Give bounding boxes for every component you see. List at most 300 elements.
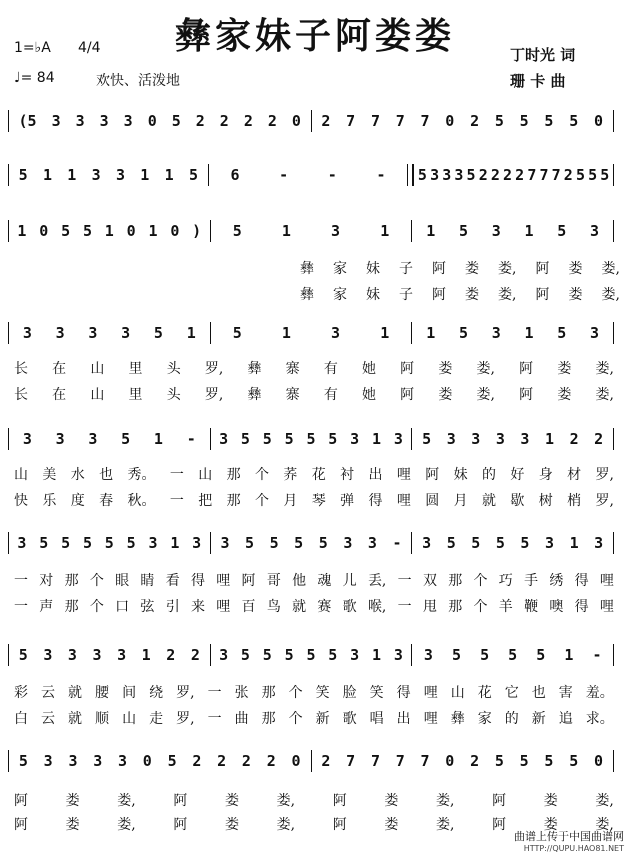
lyric-syllable: 双 <box>422 573 437 589</box>
lyric-row-5-verse-2 <box>14 490 614 510</box>
lyric-syllable: 娄 <box>65 817 80 833</box>
lyric-syllable: 娄, <box>476 361 495 377</box>
barline <box>613 750 614 772</box>
measure <box>312 750 614 772</box>
lyric-syllable: 阿 <box>535 261 550 277</box>
lyric-syllable: 娄, <box>498 261 517 277</box>
note: 5 <box>575 166 585 184</box>
note: ) <box>192 222 202 240</box>
lyric-syllable: 罗, <box>176 685 195 701</box>
lyric-syllable: 阿 <box>425 467 440 483</box>
note: 5 <box>232 324 242 342</box>
note: - <box>592 646 602 664</box>
note: 5 <box>39 534 49 552</box>
note: 5 <box>422 430 432 448</box>
lyric-syllable: 圆 <box>425 493 440 509</box>
lyric-syllable: 娄, <box>601 287 620 303</box>
note: 5 <box>18 646 28 664</box>
note: 3 <box>495 430 505 448</box>
lyric-syllable: 那 <box>226 493 241 509</box>
note: - <box>279 166 289 184</box>
lyric-syllable: 的 <box>482 467 496 483</box>
lyric-syllable: 看 <box>165 573 180 589</box>
lyric-syllable: 那 <box>64 599 79 615</box>
measure <box>312 110 614 132</box>
note: 7 <box>420 112 430 130</box>
note: 3 <box>491 324 501 342</box>
lyric-syllable: 阿 <box>14 817 28 833</box>
note: 1 <box>380 324 390 342</box>
lyric-syllable: 阿 <box>400 387 415 403</box>
lyric-syllable: 娄, <box>595 361 614 377</box>
lyric-syllable: 云 <box>41 711 56 727</box>
note: 7 <box>527 166 537 184</box>
lyric-syllable: 张 <box>234 685 249 701</box>
lyric-syllable: 寨 <box>285 387 300 403</box>
note: 7 <box>420 752 430 770</box>
lyric-syllable: 他 <box>292 573 307 589</box>
note: 3 <box>422 534 432 552</box>
lyric-syllable: 娄, <box>595 387 614 403</box>
note: 1 <box>141 646 151 664</box>
lyric-syllable: 彩 <box>14 685 28 701</box>
measure <box>9 644 210 666</box>
lyric-syllable: 一 <box>169 493 184 509</box>
note: - <box>327 166 337 184</box>
lyric-syllable: 百 <box>241 599 256 615</box>
note: 5 <box>328 430 338 448</box>
note: 1 <box>42 166 52 184</box>
lyric-syllable: 个 <box>255 467 269 483</box>
lyric-syllable: 秀。 <box>127 467 156 483</box>
measure <box>412 532 613 554</box>
lyric-syllable: 哩 <box>396 493 411 509</box>
lyric-syllable: 娄 <box>543 793 558 809</box>
barline <box>613 110 614 132</box>
note: 0 <box>445 112 455 130</box>
note: 0 <box>291 752 301 770</box>
note: 5 <box>508 646 518 664</box>
note: 1 <box>140 166 150 184</box>
note: 5 <box>569 752 579 770</box>
note: 1 <box>186 324 196 342</box>
lyric-syllable: 阿 <box>173 793 188 809</box>
note: 7 <box>370 752 380 770</box>
barline <box>613 644 614 666</box>
note: 6 <box>230 166 240 184</box>
lyric-syllable: 头 <box>166 387 181 403</box>
lyric-syllable: 脸 <box>342 685 357 701</box>
lyric-row-4-verse-1 <box>14 358 614 378</box>
lyricist-credit: 丁时光 词 <box>510 46 576 64</box>
lyric-syllable: 出 <box>396 711 411 727</box>
lyric-syllable: 喉, <box>367 599 387 615</box>
note: - <box>392 534 402 552</box>
note: 5 <box>536 646 546 664</box>
note: 5 <box>245 534 255 552</box>
lyric-row-4-verse-2 <box>14 384 614 404</box>
note: 3 <box>123 112 133 130</box>
barline <box>613 322 614 344</box>
note: 1 <box>371 646 382 664</box>
score-row-2 <box>8 164 614 186</box>
lyric-syllable: 那 <box>448 599 463 615</box>
lyric-syllable: 丢, <box>367 573 387 589</box>
measure <box>9 750 311 772</box>
lyric-syllable: 一 <box>14 599 28 615</box>
lyric-syllable: 哩 <box>423 711 438 727</box>
lyric-row-8-verse-1 <box>14 790 614 810</box>
lyric-syllable: 娄, <box>601 261 620 277</box>
measure <box>412 322 613 344</box>
measure <box>412 644 613 666</box>
note: 1 <box>524 222 534 240</box>
measure <box>9 428 210 450</box>
lyric-syllable: 阿 <box>400 361 415 377</box>
note: 5 <box>471 534 481 552</box>
note: 5 <box>557 222 567 240</box>
lyric-syllable: 一 <box>397 573 412 589</box>
note: 5 <box>569 112 579 130</box>
lyric-syllable: 家 <box>333 261 347 277</box>
note: 3 <box>590 222 600 240</box>
barline <box>613 532 614 554</box>
note: 5 <box>188 166 198 184</box>
note: 2 <box>266 752 276 770</box>
lyric-syllable: 阿 <box>173 817 188 833</box>
lyric-syllable: 花 <box>477 685 492 701</box>
key-signature: 1=♭A <box>14 40 51 56</box>
lyric-syllable: 个 <box>89 599 104 615</box>
lyric-syllable: 也 <box>99 467 114 483</box>
lyric-syllable: 娄 <box>465 261 479 277</box>
barline <box>613 164 614 186</box>
lyric-syllable: 春 <box>99 493 114 509</box>
measure <box>211 644 412 666</box>
measure <box>9 164 208 186</box>
lyric-syllable: 一 <box>207 685 222 701</box>
lyric-syllable: 她 <box>362 361 376 377</box>
note: 3 <box>343 534 353 552</box>
note: 2 <box>515 166 525 184</box>
note: 1 <box>17 222 27 240</box>
lyric-syllable: 得 <box>190 573 205 589</box>
note: 5 <box>126 534 136 552</box>
lyric-syllable: 新 <box>315 711 330 727</box>
lyric-syllable: 阿 <box>332 793 347 809</box>
lyric-syllable: 唱 <box>369 711 384 727</box>
note: 1 <box>164 166 174 184</box>
lyric-syllable: 顺 <box>95 711 110 727</box>
lyric-syllable: 娄, <box>276 793 296 809</box>
lyric-syllable: 娄, <box>498 287 517 303</box>
lyric-syllable: 彝 <box>247 387 262 403</box>
lyric-syllable: 材 <box>567 467 582 483</box>
lyric-syllable: 秋。 <box>127 493 156 509</box>
lyric-syllable: 也 <box>531 685 546 701</box>
note: 0 <box>147 112 157 130</box>
lyric-syllable: 梢 <box>567 493 582 509</box>
note: 5 <box>494 752 504 770</box>
note: 1 <box>67 166 77 184</box>
note: 1 <box>524 324 534 342</box>
lyric-syllable: 娄 <box>568 261 583 277</box>
barline <box>613 220 614 242</box>
note: 5 <box>417 166 427 184</box>
lyric-syllable: 求。 <box>585 711 614 727</box>
lyric-row-5-verse-1 <box>14 464 614 484</box>
note: 1 <box>545 430 555 448</box>
lyric-syllable: 阿 <box>432 261 446 277</box>
note: 5 <box>61 534 71 552</box>
lyric-syllable: 口 <box>115 599 130 615</box>
note: 5 <box>18 166 28 184</box>
measure <box>9 220 210 242</box>
note: 0 <box>39 222 49 240</box>
lyric-syllable: 娄 <box>65 793 80 809</box>
note: 2 <box>321 752 331 770</box>
note: 3 <box>88 324 98 342</box>
note: 2 <box>195 112 205 130</box>
note: 3 <box>55 430 65 448</box>
lyric-syllable: 她 <box>362 387 376 403</box>
note: 5 <box>121 430 131 448</box>
note: 3 <box>594 534 604 552</box>
note: 3 <box>93 752 103 770</box>
note: 5 <box>588 166 598 184</box>
note: 7 <box>370 112 380 130</box>
lyric-syllable: 得 <box>574 599 589 615</box>
note: 3 <box>121 324 131 342</box>
time-signature: 4/4 <box>78 40 101 56</box>
note: 2 <box>192 752 202 770</box>
measure <box>9 322 210 344</box>
barline <box>407 164 414 186</box>
note: 0 <box>593 112 603 130</box>
note: 2 <box>241 752 251 770</box>
lyric-syllable: 好 <box>510 467 525 483</box>
note: 5 <box>458 222 468 240</box>
lyric-syllable: 就 <box>68 685 83 701</box>
lyric-syllable: 那 <box>261 685 276 701</box>
note: 5 <box>232 222 242 240</box>
note: 3 <box>545 534 555 552</box>
lyric-syllable: 罗, <box>176 711 195 727</box>
lyric-syllable: 个 <box>288 685 303 701</box>
lyric-syllable: 娄 <box>384 817 399 833</box>
note: 5 <box>494 112 504 130</box>
lyric-syllable: 阿 <box>519 387 534 403</box>
note: 3 <box>117 646 127 664</box>
lyric-syllable: 衬 <box>340 467 355 483</box>
note: 1 <box>569 534 579 552</box>
note: 5 <box>328 646 338 664</box>
note: 5 <box>544 112 554 130</box>
lyric-syllable: 乐 <box>42 493 57 509</box>
barline <box>613 428 614 450</box>
lyric-syllable: 那 <box>64 573 79 589</box>
lyric-syllable: 赛 <box>317 599 332 615</box>
lyric-syllable: 笑 <box>369 685 384 701</box>
lyric-syllable: 阿 <box>241 573 256 589</box>
lyric-syllable: 鸟 <box>266 599 281 615</box>
note: 7 <box>551 166 561 184</box>
lyric-syllable: 彝 <box>300 287 314 303</box>
lyric-syllable: 娄, <box>595 793 614 809</box>
site-watermark <box>514 831 624 855</box>
score-row-5 <box>8 428 614 450</box>
score-row-6 <box>8 532 614 554</box>
lyric-syllable: 声 <box>39 599 54 615</box>
note: 5 <box>318 534 328 552</box>
lyric-row-3-verse-1 <box>300 258 620 278</box>
lyric-syllable: 鞭 <box>524 599 539 615</box>
lyric-syllable: 妹 <box>453 467 468 483</box>
note: 0 <box>291 112 301 130</box>
note: 3 <box>148 534 158 552</box>
lyric-syllable: 月 <box>453 493 468 509</box>
lyric-syllable: 一 <box>169 467 184 483</box>
lyric-syllable: 的 <box>504 711 519 727</box>
lyric-syllable: 白 <box>14 711 28 727</box>
lyric-syllable: 娄, <box>276 817 296 833</box>
lyric-syllable: 妹 <box>366 261 380 277</box>
note: 3 <box>220 534 230 552</box>
lyric-syllable: 妹 <box>366 287 380 303</box>
note: 3 <box>393 430 403 448</box>
lyric-syllable: 手 <box>524 573 539 589</box>
lyric-syllable: 新 <box>531 711 546 727</box>
lyric-syllable: 一 <box>14 573 28 589</box>
measure <box>209 164 408 186</box>
lyric-syllable: 有 <box>323 361 338 377</box>
note: (5 <box>18 112 37 130</box>
measure <box>412 220 613 242</box>
note: 1 <box>371 430 382 448</box>
lyric-syllable: 歌 <box>342 711 357 727</box>
note: 0 <box>445 752 455 770</box>
lyric-syllable: 阿 <box>432 287 446 303</box>
note: 2 <box>219 112 229 130</box>
lyric-syllable: 得 <box>368 493 383 509</box>
lyric-row-7-verse-1 <box>14 682 614 702</box>
lyric-syllable: 山 <box>90 361 105 377</box>
lyric-syllable: 在 <box>52 361 67 377</box>
lyric-syllable: 身 <box>538 467 553 483</box>
lyric-syllable: 娄 <box>543 817 558 833</box>
lyric-syllable: 个 <box>473 599 488 615</box>
note: 1 <box>153 430 163 448</box>
lyric-row-3-verse-2 <box>300 284 620 304</box>
lyric-syllable: 山 <box>450 685 465 701</box>
lyric-syllable: 娄 <box>557 361 572 377</box>
lyric-syllable: 月 <box>283 493 298 509</box>
lyric-syllable: 罗, <box>595 493 614 509</box>
lyric-syllable: 腰 <box>95 685 110 701</box>
lyric-syllable: 间 <box>122 685 137 701</box>
note: 2 <box>243 112 253 130</box>
lyric-syllable: 在 <box>52 387 67 403</box>
lyric-syllable: 把 <box>198 493 213 509</box>
lyric-syllable: 罗, <box>595 467 614 483</box>
note: 3 <box>43 646 53 664</box>
lyric-syllable: 云 <box>41 685 56 701</box>
lyric-syllable: 巧 <box>498 573 513 589</box>
score-row-4 <box>8 322 614 344</box>
lyric-syllable: 就 <box>482 493 496 509</box>
note: 5 <box>294 534 304 552</box>
lyric-syllable: 娄 <box>568 287 583 303</box>
lyric-syllable: 睛 <box>140 573 155 589</box>
note: 5 <box>306 430 316 448</box>
note: 5 <box>458 324 468 342</box>
lyric-syllable: 羊 <box>498 599 513 615</box>
lyric-syllable: 走 <box>149 711 164 727</box>
expression-marking: 欢快、活泼地 <box>96 73 180 89</box>
lyric-syllable: 阿 <box>492 793 507 809</box>
lyric-syllable: 阿 <box>492 817 507 833</box>
lyric-syllable: 阿 <box>535 287 550 303</box>
note: 3 <box>43 752 53 770</box>
lyric-syllable: 水 <box>70 467 85 483</box>
lyric-syllable: 有 <box>323 387 338 403</box>
lyric-syllable: 娄, <box>117 793 136 809</box>
note: 1 <box>426 324 436 342</box>
note: 1 <box>564 646 574 664</box>
note: 7 <box>346 752 356 770</box>
note: 5 <box>520 534 530 552</box>
note: 3 <box>92 646 102 664</box>
note: 3 <box>68 752 78 770</box>
note: 7 <box>346 112 356 130</box>
note: 2 <box>569 430 579 448</box>
measure <box>211 428 412 450</box>
lyric-syllable: 阿 <box>332 817 347 833</box>
lyric-syllable: 害 <box>558 685 573 701</box>
note: 1 <box>380 222 390 240</box>
note: - <box>376 166 386 184</box>
note: 5 <box>153 324 163 342</box>
lyric-syllable: 绣 <box>549 573 564 589</box>
score-row-1 <box>8 110 614 132</box>
lyric-syllable: 弹 <box>340 493 355 509</box>
song-title: 彝家妹子阿娄娄 <box>174 15 455 57</box>
note: 5 <box>495 534 505 552</box>
measure <box>9 110 311 132</box>
note: 5 <box>600 166 610 184</box>
note: 1 <box>104 222 114 240</box>
note: 5 <box>104 534 114 552</box>
note: 5 <box>446 534 456 552</box>
note: 3 <box>22 430 32 448</box>
lyric-syllable: 山 <box>90 387 105 403</box>
watermark-url: HTTP://QUPU.HAO81.NET <box>523 844 624 853</box>
lyric-syllable: 眼 <box>115 573 130 589</box>
note: 3 <box>471 430 481 448</box>
note: 3 <box>491 222 501 240</box>
measure <box>211 220 412 242</box>
lyric-syllable: 哩 <box>599 599 614 615</box>
note: 3 <box>22 324 32 342</box>
lyric-syllable: 娄 <box>225 817 240 833</box>
lyric-syllable: 噢 <box>549 599 564 615</box>
note: 7 <box>395 112 405 130</box>
note: 3 <box>99 112 109 130</box>
measure <box>9 532 210 554</box>
note: 3 <box>442 166 452 184</box>
note: 5 <box>557 324 567 342</box>
note: 5 <box>519 112 529 130</box>
